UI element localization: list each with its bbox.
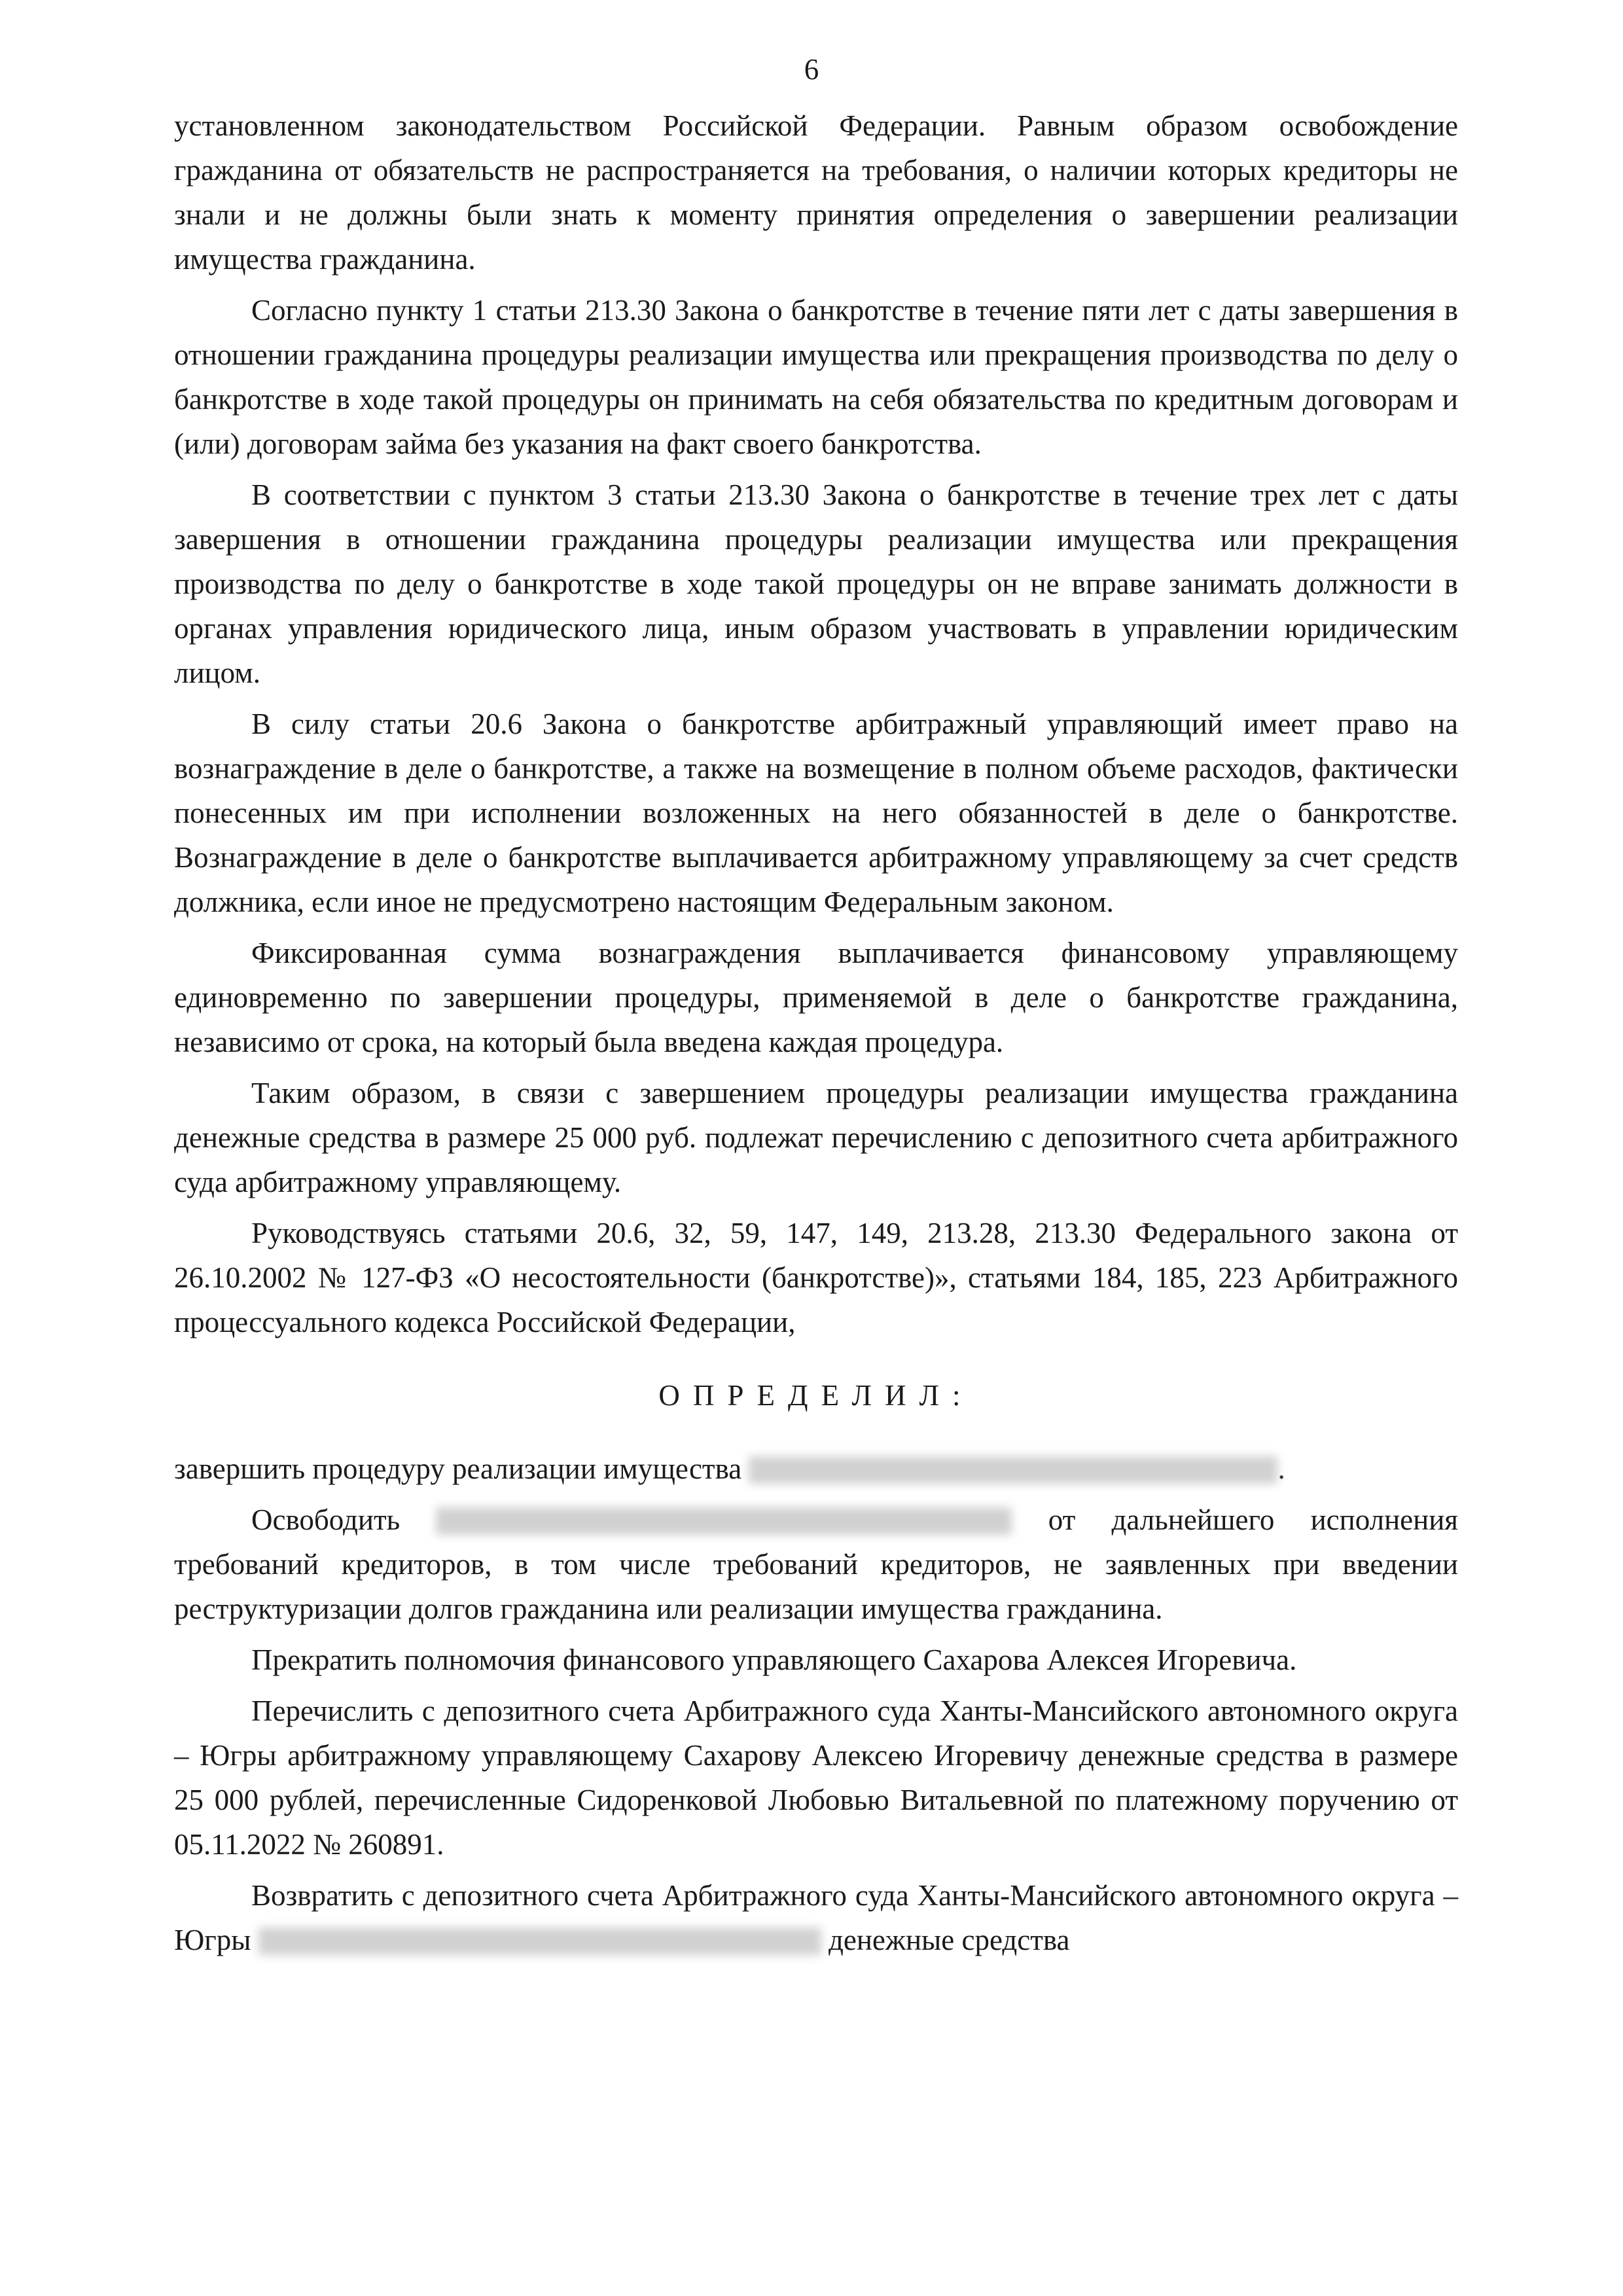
ruling-5-text-end: денежные средства	[828, 1924, 1070, 1956]
ruling-2-text-start: Освободить	[251, 1503, 401, 1536]
paragraph-5: Фиксированная сумма вознаграждения выплачивается финансовому управляющему единовременно по завершении процедуры, применяемой в деле о банкротстве гражданина, независимо от срока, на который была введена каждая процедура.	[174, 937, 1458, 1058]
ruling-3: Прекратить полномочия финансового управляющего Сахарова Алексея Игоревича.	[251, 1643, 1297, 1676]
ruling-2	[174, 1498, 1458, 1631]
ruling-5-text-start: Возвратить с депозитного счета Арбитражного суда Ханты-Мансийского автономного округа – Югры	[174, 1879, 1458, 1956]
ruling-5	[174, 1873, 1458, 1962]
paragraph-3: В соответствии с пунктом 3 статьи 213.30 Закона о банкротстве в течение трех лет с даты завершения в отношении гражданина процедуры реализации имущества или прекращения производства по делу о банкротстве в ходе такой процедуры он не вправе занимать должности в органах управления юридического лица, иным образом участвовать в управлении юридическим лицом.	[174, 478, 1458, 689]
paragraph-2: Согласно пункту 1 статьи 213.30 Закона о банкротстве в течение пяти лет с даты завершения в отношении гражданина процедуры реализации имущества или прекращения производства по делу о банкротстве в ходе такой процедуры он принимать на себя обязательства по кредитным договорам и (или) договорам займа без указания на факт своего банкротства.	[174, 294, 1458, 460]
document-body	[174, 103, 1458, 1962]
redacted-name	[436, 1507, 1012, 1535]
ruling-1-text: завершить процедуру реализации имущества	[174, 1452, 742, 1485]
decree-heading: ОПРЕДЕЛИЛ:	[658, 1379, 974, 1412]
paragraph-4: В силу статьи 20.6 Закона о банкротстве арбитражный управляющий имеет право на вознаграждение в деле о банкротстве, а также на возмещение в полном объеме расходов, фактически понесенных им при исполнении возложенных на него обязанностей в деле о банкротстве. Вознаграждение в деле о банкротстве выплачивается арбитражному управляющему за счет средств должника, если иное не предусмотрено настоящим Федеральным законом.	[174, 708, 1458, 918]
redacted-name	[259, 1928, 821, 1955]
paragraph-6: Таким образом, в связи с завершением процедуры реализации имущества гражданина денежные средства в размере 25 000 руб. подлежат перечислению с депозитного счета арбитражного суда арбитражному управляющему.	[174, 1077, 1458, 1198]
redacted-name	[749, 1456, 1277, 1484]
ruling-1-end: .	[1277, 1452, 1285, 1485]
ruling-1	[174, 1446, 1458, 1491]
paragraph-7: Руководствуясь статьями 20.6, 32, 59, 147, 149, 213.28, 213.30 Федерального закона от 26.10.2002 № 127-ФЗ «О несостоятельности (банкротстве)», статьями 184, 185, 223 Арбитражного процессуального кодекса Российской Федерации,	[174, 1217, 1458, 1338]
paragraph-1: установленном законодательством Российской Федерации. Равным образом освобождение гражданина от обязательств не распространяется на требования, о наличии которых кредиторы не знали и не должны были знать к моменту принятия определения о завершении реализации имущества гражданина.	[174, 109, 1458, 276]
ruling-2-text-end: от дальнейшего исполнения требований кредиторов, в том числе требований кредиторов, не заявленных при введении реструктуризации долгов гражданина или реализации имущества гражданина.	[174, 1503, 1459, 1625]
ruling-4: Перечислить с депозитного счета Арбитражного суда Ханты-Мансийского автономного округа – Югры арбитражному управляющему Сахарову Алексею Игоревичу денежные средства в размере 25 000 рублей, перечисленные Сидоренковой Любовью Витальевной по платежному поручению от 05.11.2022 № 260891.	[174, 1695, 1458, 1861]
page-number: 6	[804, 53, 819, 86]
